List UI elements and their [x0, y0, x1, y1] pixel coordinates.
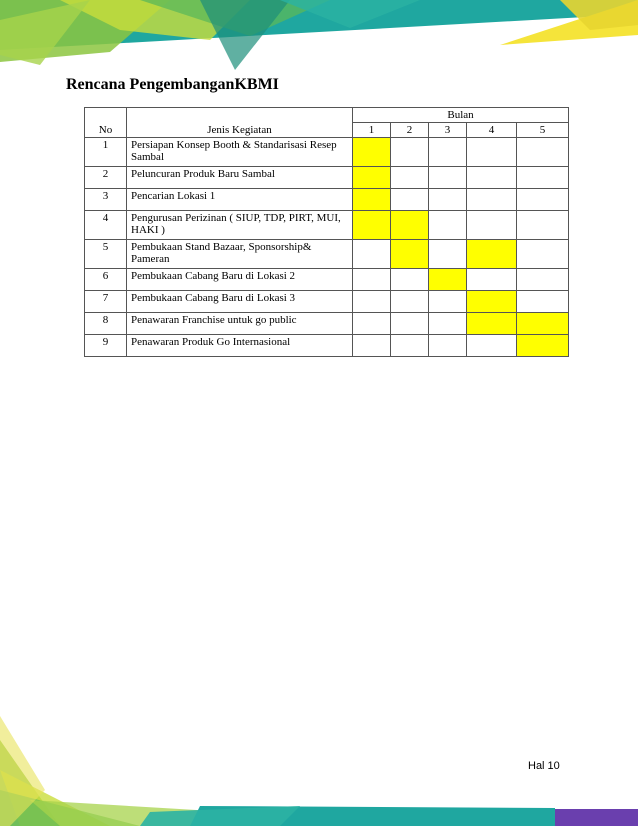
header-months-group: Bulan	[353, 108, 569, 123]
month-1-cell	[353, 313, 391, 335]
month-3-cell	[429, 269, 467, 291]
month-3-cell	[429, 291, 467, 313]
month-1-cell	[353, 335, 391, 357]
month-5-cell	[517, 138, 569, 167]
month-5-cell	[517, 313, 569, 335]
month-2-cell	[391, 240, 429, 269]
month-5-cell	[517, 189, 569, 211]
month-3-cell	[429, 313, 467, 335]
month-5-cell	[517, 291, 569, 313]
month-5-cell	[517, 269, 569, 291]
month-1-cell	[353, 138, 391, 167]
month-3-cell	[429, 335, 467, 357]
table-row	[85, 269, 569, 291]
row-number: 8	[85, 313, 127, 335]
month-2-cell	[391, 335, 429, 357]
header-row-top	[85, 108, 569, 123]
row-number: 1	[85, 138, 127, 167]
header-row	[85, 123, 569, 138]
row-number: 9	[85, 335, 127, 357]
header-activity: Jenis Kegiatan	[127, 123, 353, 138]
month-5-cell	[517, 240, 569, 269]
row-activity: Pengurusan Perizinan ( SIUP, TDP, PIRT, MUI, HAKI )	[127, 211, 353, 240]
month-4-cell	[467, 313, 517, 335]
month-1-cell	[353, 291, 391, 313]
table-row	[85, 291, 569, 313]
month-3-cell	[429, 211, 467, 240]
month-2-cell	[391, 269, 429, 291]
month-2-cell	[391, 291, 429, 313]
month-5-cell	[517, 335, 569, 357]
document-title: Rencana PengembanganKBMI	[66, 76, 279, 93]
row-activity: Pencarian Lokasi 1	[127, 189, 353, 211]
row-number: 5	[85, 240, 127, 269]
table-row	[85, 138, 569, 167]
row-activity: Pembukaan Stand Bazaar, Sponsorship& Pameran	[127, 240, 353, 269]
row-activity: Pembukaan Cabang Baru di Lokasi 2	[127, 269, 353, 291]
row-number: 2	[85, 167, 127, 189]
table-row	[85, 189, 569, 211]
header-month-4: 4	[467, 123, 517, 138]
month-4-cell	[467, 335, 517, 357]
month-4-cell	[467, 189, 517, 211]
month-3-cell	[429, 167, 467, 189]
month-2-cell	[391, 167, 429, 189]
table-row	[85, 335, 569, 357]
row-number: 6	[85, 269, 127, 291]
month-4-cell	[467, 211, 517, 240]
header-no: No	[85, 123, 127, 138]
row-number: 4	[85, 211, 127, 240]
month-4-cell	[467, 167, 517, 189]
month-4-cell	[467, 269, 517, 291]
header-month-1: 1	[353, 123, 391, 138]
row-activity: Pembukaan Cabang Baru di Lokasi 3	[127, 291, 353, 313]
table-body	[85, 138, 569, 357]
header-month-2: 2	[391, 123, 429, 138]
month-5-cell	[517, 211, 569, 240]
month-3-cell	[429, 138, 467, 167]
month-4-cell	[467, 138, 517, 167]
month-1-cell	[353, 167, 391, 189]
month-2-cell	[391, 189, 429, 211]
table-row	[85, 167, 569, 189]
row-number: 3	[85, 189, 127, 211]
header-decoration	[0, 0, 638, 70]
row-activity: Persiapan Konsep Booth & Standarisasi Resep Sambal	[127, 138, 353, 167]
month-1-cell	[353, 189, 391, 211]
row-activity: Peluncuran Produk Baru Sambal	[127, 167, 353, 189]
row-activity: Penawaran Produk Go Internasional	[127, 335, 353, 357]
month-4-cell	[467, 240, 517, 269]
month-4-cell	[467, 291, 517, 313]
development-plan-table	[84, 107, 569, 357]
page-number: Hal 10	[528, 760, 560, 772]
month-2-cell	[391, 313, 429, 335]
month-3-cell	[429, 189, 467, 211]
header-activity-spacer	[127, 108, 353, 123]
month-5-cell	[517, 167, 569, 189]
header-no-spacer	[85, 108, 127, 123]
row-activity: Penawaran Franchise untuk go public	[127, 313, 353, 335]
month-1-cell	[353, 240, 391, 269]
month-1-cell	[353, 269, 391, 291]
month-2-cell	[391, 138, 429, 167]
month-3-cell	[429, 240, 467, 269]
table-row	[85, 240, 569, 269]
table-row	[85, 211, 569, 240]
table-row	[85, 313, 569, 335]
header-month-5: 5	[517, 123, 569, 138]
month-2-cell	[391, 211, 429, 240]
month-1-cell	[353, 211, 391, 240]
footer-accent-bar	[555, 809, 638, 826]
header-month-3: 3	[429, 123, 467, 138]
row-number: 7	[85, 291, 127, 313]
